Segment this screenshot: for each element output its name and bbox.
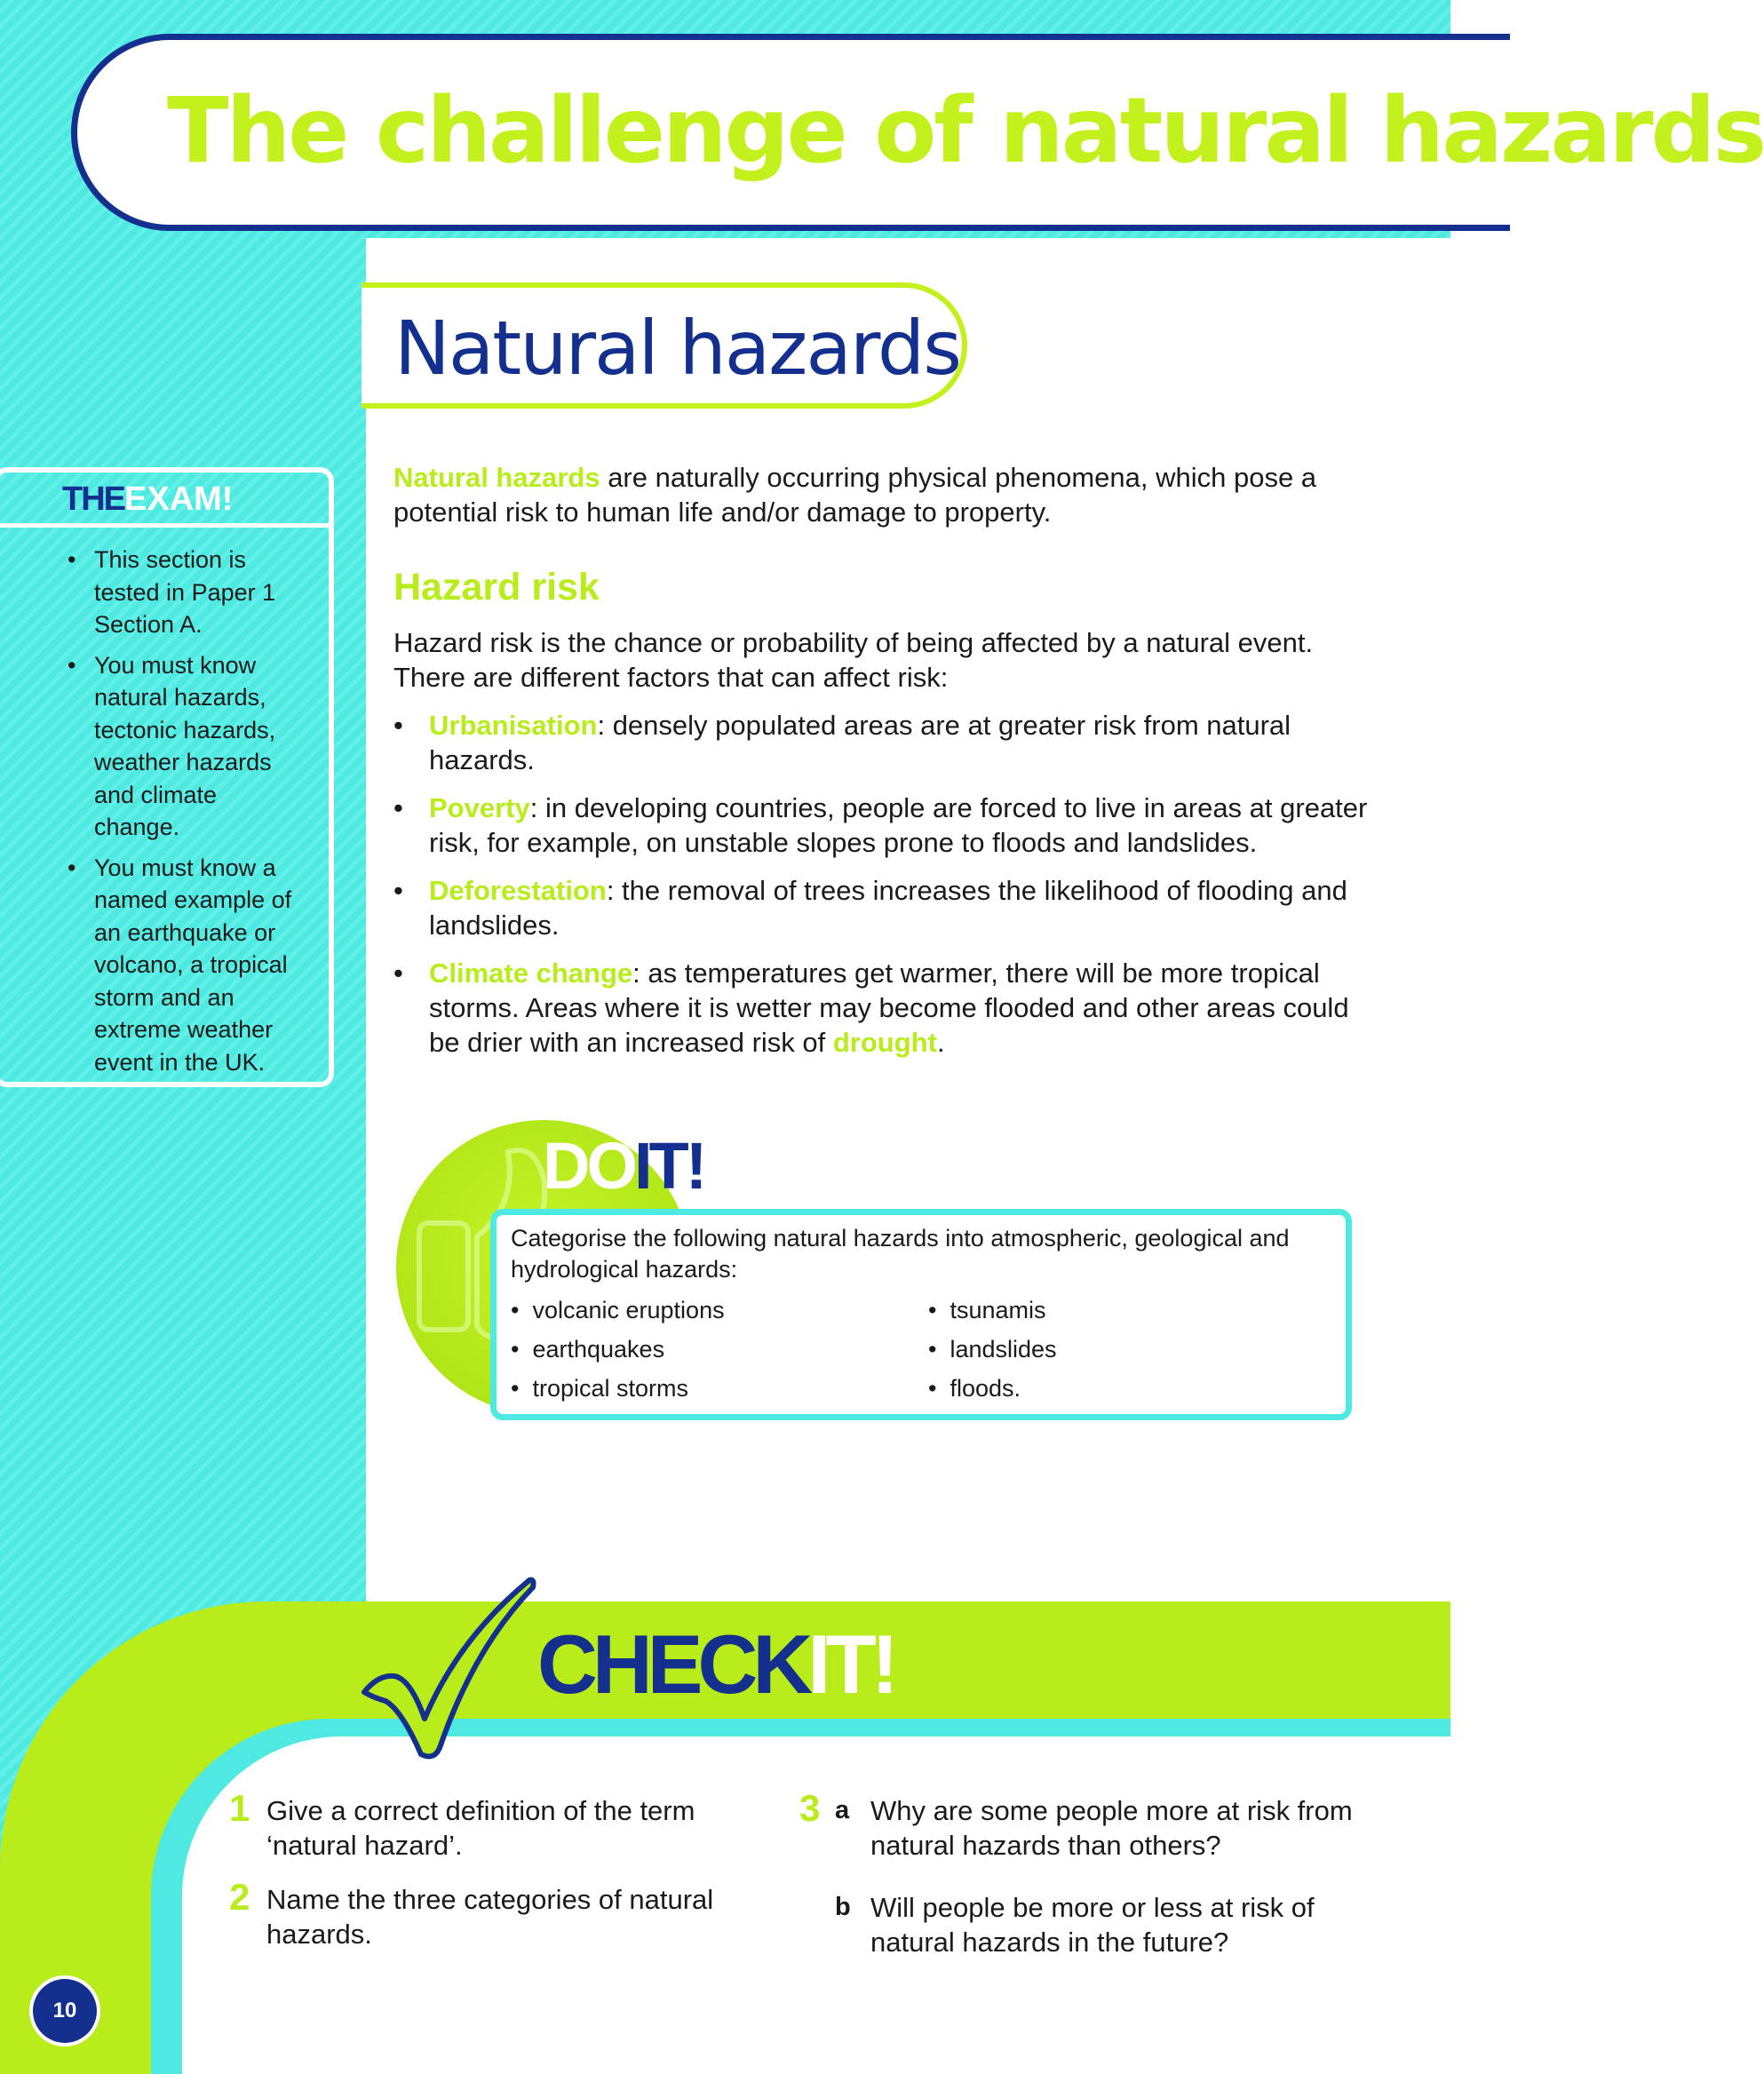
exam-title-exam: EXAM! [124, 481, 234, 518]
question-text: Name the three categories of natural hazards. [266, 1884, 714, 1950]
question-number: 3 [799, 1787, 821, 1829]
checkmark-icon [359, 1577, 536, 1763]
bullet-dot-icon: • [393, 710, 403, 741]
doit-item: • tropical storms [511, 1375, 689, 1402]
hazard-risk-intro: Hazard risk is the chance or probability of being affected by a natural event. There are different factors that can affect risk: [393, 627, 1314, 693]
doit-prompt: Categorise the following natural hazards into atmospheric, geological and hydrological hazards: [511, 1225, 1290, 1283]
question-letter: a [835, 1796, 850, 1824]
bullet-text: : as temperatures get warmer, there will be more tropical storms. Areas where it is wetter may become flooded and other areas could be drier with an increased risk of [429, 958, 1349, 1058]
bullet-text: : the removal of trees increases the likelihood of flooding and landslides. [429, 875, 1347, 941]
risk-bullet [393, 708, 1371, 779]
doit-title-do: DO [543, 1129, 634, 1203]
section-heading: Natural hazards [394, 305, 960, 392]
bullet-term-drought: drought [832, 1027, 937, 1058]
bullet-term: Urbanisation [429, 710, 598, 741]
doit-item: • volcanic eruptions [511, 1297, 725, 1323]
bullet-dot-icon: • [393, 792, 403, 823]
doit-item: • tsunamis [928, 1297, 1046, 1323]
checkit-title-it: IT! [807, 1617, 894, 1711]
exam-list-item: • You must know a named example of an earthquake or volcano, a tropical storm and an extreme weather event in the UK. [68, 852, 306, 1079]
doit-item: • floods. [928, 1375, 1021, 1402]
risk-bullet [393, 873, 1371, 944]
hazard-risk-heading: Hazard risk [393, 566, 600, 608]
exam-title-the: THE [62, 481, 124, 518]
doit-item-text: landslides [950, 1336, 1057, 1363]
doit-title [543, 1128, 703, 1204]
checkit-title [537, 1617, 894, 1712]
doit-item: • earthquakes [511, 1336, 665, 1363]
bullet-end: . [936, 1027, 945, 1058]
bullet-dot-icon: • [393, 958, 403, 989]
intro-paragraph [393, 460, 1353, 529]
checkit-title-check: CHECK [537, 1617, 808, 1711]
doit-item: • landslides [928, 1336, 1057, 1363]
doit-item-text: tsunamis [950, 1297, 1046, 1323]
doit-item-text: volcanic eruptions [532, 1297, 725, 1323]
doit-title-it: IT! [634, 1129, 704, 1203]
risk-bullet [393, 791, 1371, 862]
exam-list [68, 544, 306, 1086]
doit-item-text: earthquakes [532, 1336, 665, 1363]
question-text: Give a correct definition of the term ‘natural hazard’. [266, 1795, 695, 1861]
page-title: The challenge of natural hazards [167, 78, 1764, 184]
doit-item-text: floods. [950, 1375, 1021, 1402]
question-number: 2 [229, 1876, 250, 1918]
question-text: Why are some people more at risk from natural hazards than others? [870, 1795, 1353, 1861]
bullet-dot-icon: • [393, 875, 403, 906]
exam-list-item: • You must know natural hazards, tectonic hazards, weather hazards and climate change. [68, 649, 306, 844]
page-number: 10 [33, 1979, 97, 2043]
question-text: Will people be more or less at risk of natural hazards in the future? [870, 1892, 1315, 1958]
bullet-term: Deforestation [429, 875, 607, 906]
question-number: 1 [229, 1787, 250, 1829]
risk-bullet [393, 956, 1371, 1062]
exam-list-item: • This section is tested in Paper 1 Section A. [68, 544, 306, 641]
exam-box-title [62, 481, 233, 519]
question-letter: b [835, 1893, 851, 1921]
doit-item-text: tropical storms [532, 1375, 689, 1402]
intro-term: Natural hazards [393, 462, 600, 493]
bullet-term: Poverty [429, 792, 530, 823]
bullet-text: : densely populated areas are at greater risk from natural hazards. [429, 710, 1291, 775]
bullet-text: : in developing countries, people are forced to live in areas at greater risk, for example, on unstable slopes prone to floods and landslides. [429, 792, 1368, 858]
intro-text: are naturally occurring physical phenomena, which pose a potential risk to human life and/or damage to property. [393, 462, 1317, 528]
bullet-term: Climate change [429, 958, 633, 989]
